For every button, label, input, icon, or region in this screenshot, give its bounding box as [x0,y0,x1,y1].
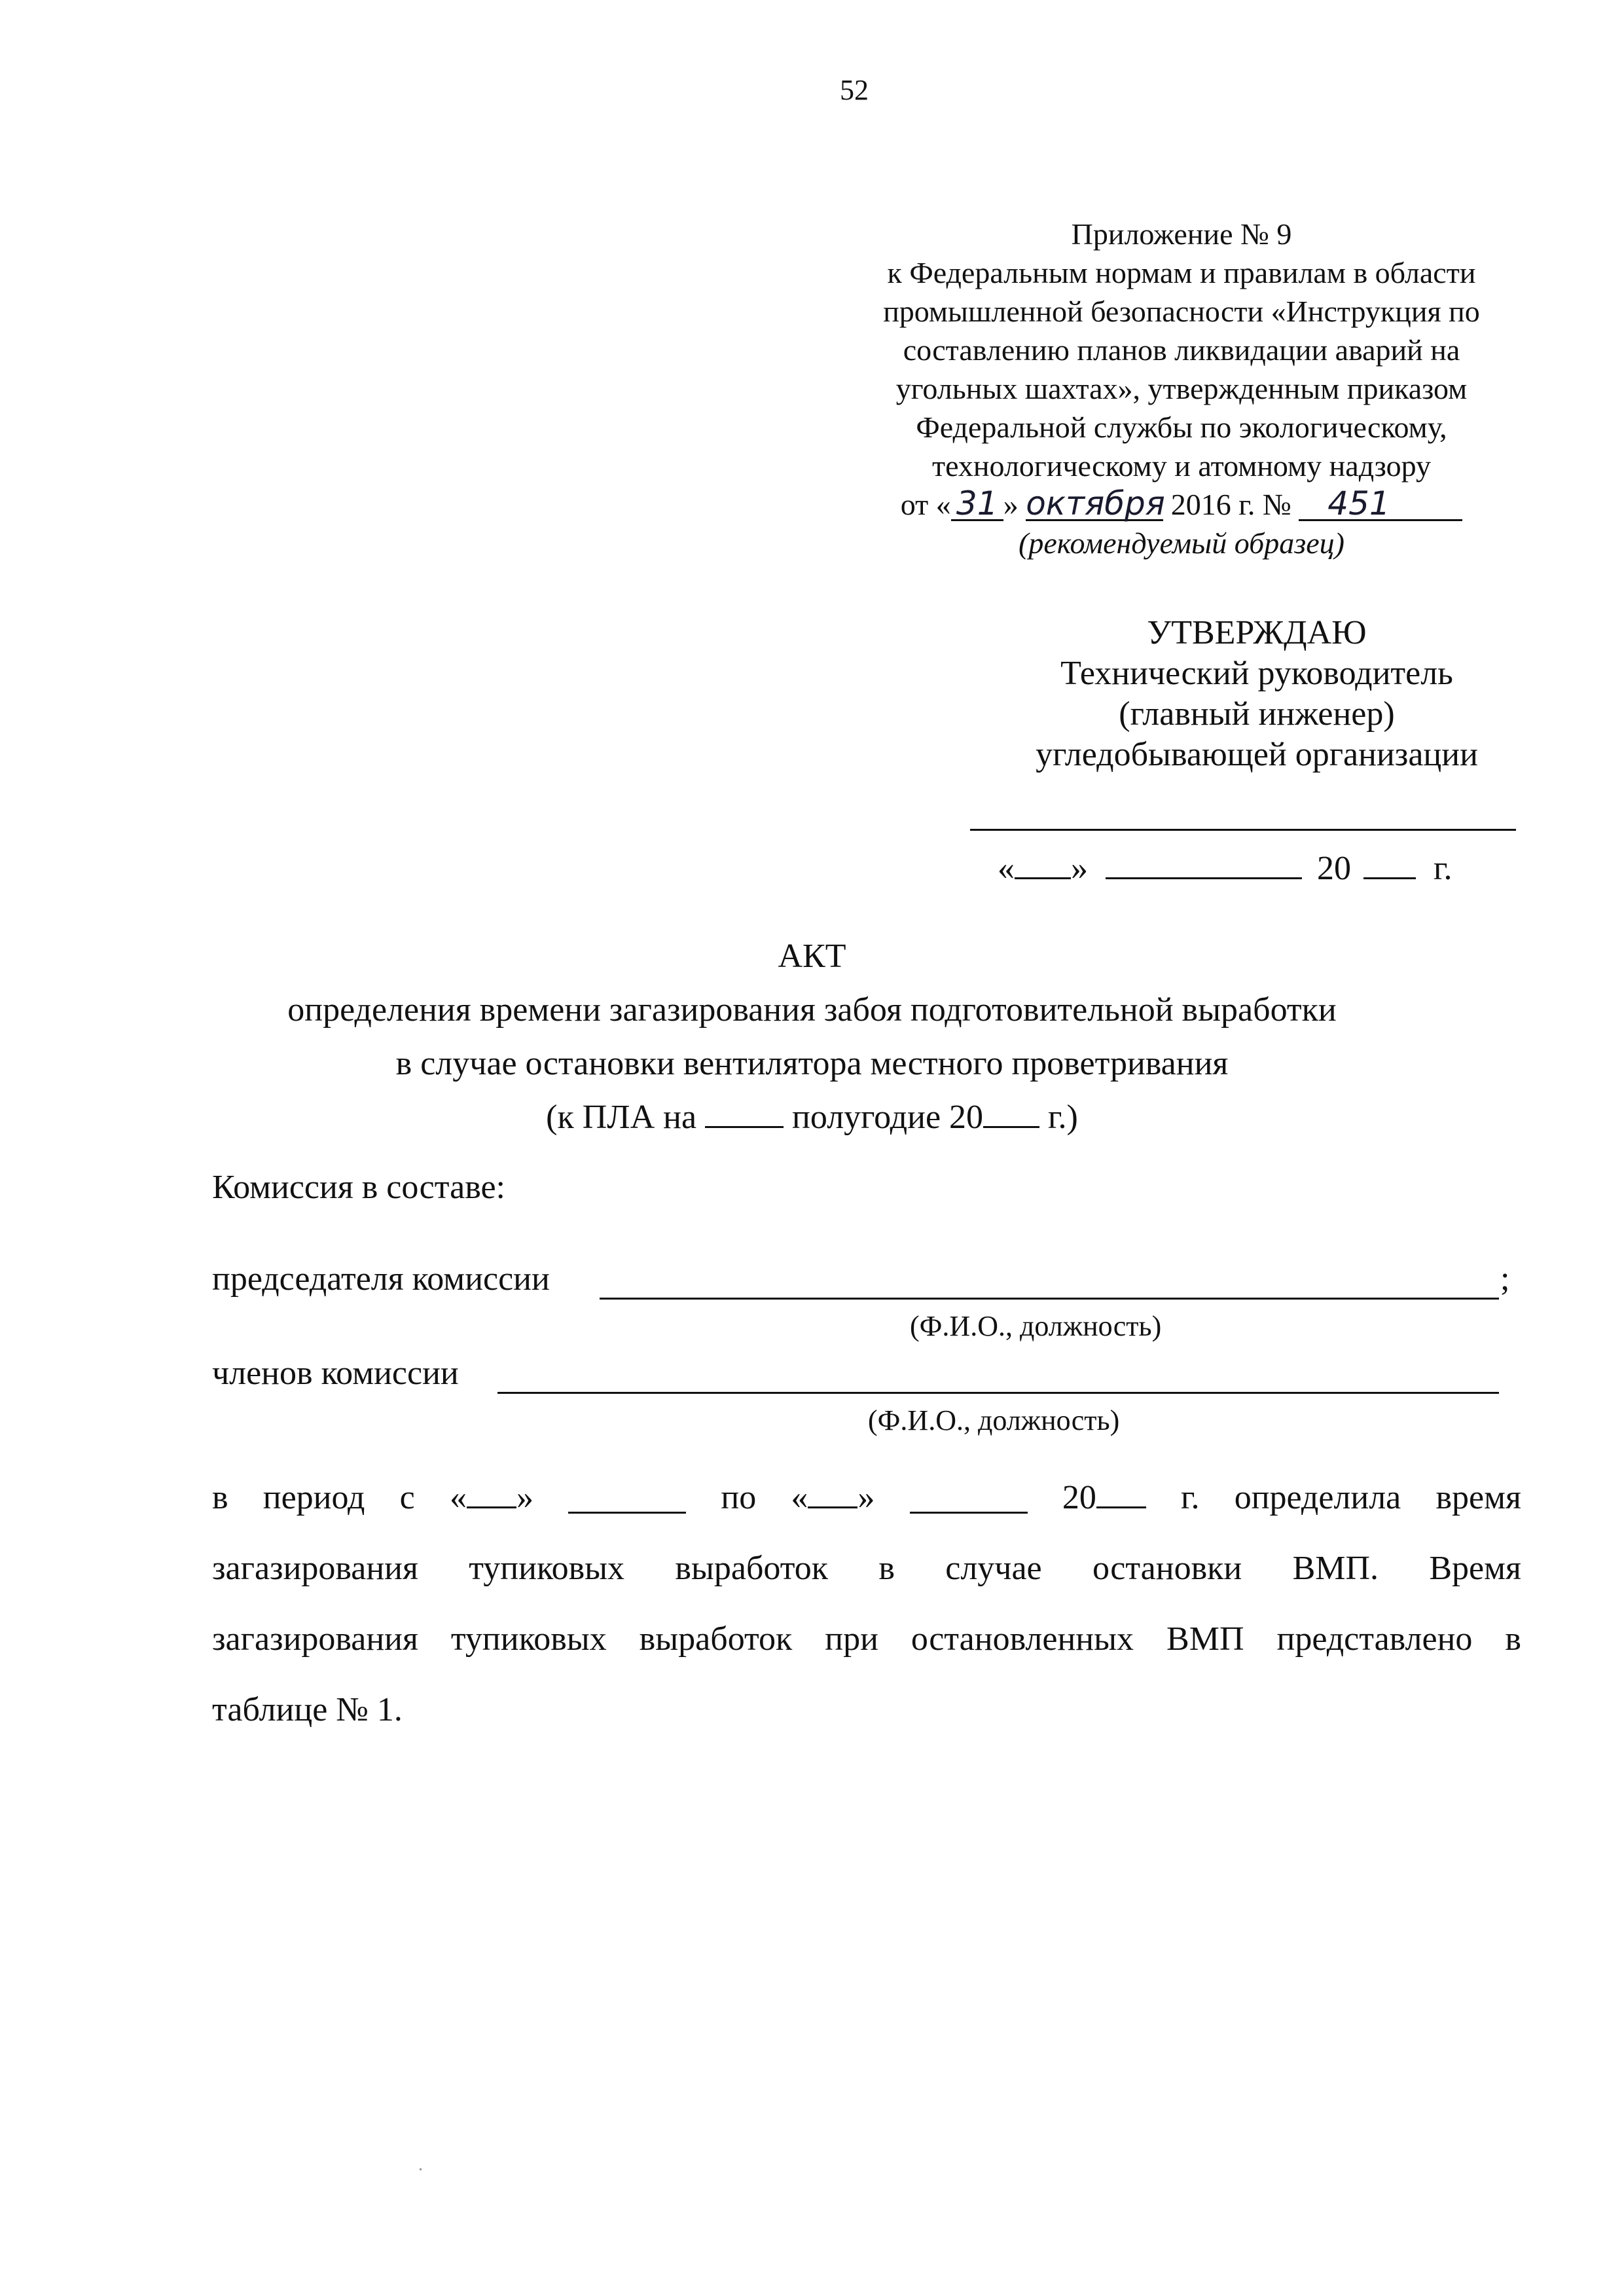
approval-year-suffix: г. [1434,850,1453,887]
word: ВМП [1166,1620,1244,1658]
appendix-line: технологическому и атомному надзору [932,449,1431,483]
word: период [262,1479,365,1516]
period-middle: полугодие 20 [792,1099,984,1136]
order-day-handwritten: 31 [951,488,1003,521]
word: тупиковых [450,1620,607,1658]
quote-close: » [516,1479,533,1516]
date-quote-open: « [998,850,1015,887]
members-field[interactable] [497,1392,1499,1394]
word: ВМП. [1292,1550,1379,1587]
word: случае [945,1550,1042,1587]
chair-caption: (Ф.И.О., должность) [910,1310,1162,1342]
body-paragraph [212,1463,1521,1745]
appendix-line: угольных шахтах», утвержденным приказом [895,372,1468,405]
word: тупиковых [469,1550,625,1587]
word: Время [1429,1550,1521,1587]
approval-day-blank[interactable] [1015,848,1071,879]
order-month-handwritten: октября [1026,484,1165,522]
year-prefix: 20 [1062,1479,1096,1516]
approval-line: Технический руководитель [1060,655,1453,692]
approval-month-blank[interactable] [1106,848,1302,879]
word: с [399,1479,415,1516]
quote-open: « [791,1479,808,1516]
from-day-blank[interactable] [467,1478,516,1508]
half-year-blank[interactable] [705,1097,784,1128]
paragraph-line [212,1675,1521,1745]
order-number-handwritten: 451 [1299,488,1462,521]
to-date [791,1463,875,1533]
to-day-blank[interactable] [808,1478,857,1508]
to-month-blank[interactable] [910,1483,1028,1514]
act-subtitle: определения времени загазирования забоя подготовительной выработки [287,991,1337,1029]
quote-close: » [857,1479,875,1516]
appendix-line: Федеральной службы по экологическому, [916,410,1447,444]
scan-speck [420,2168,422,2170]
word: представлено [1276,1620,1473,1658]
appendix-title: Приложение № 9 [1071,217,1292,251]
act-title: АКТ [778,938,846,975]
order-year: 2016 г. № [1170,488,1291,521]
word: выработок [639,1620,793,1658]
chair-field[interactable] [600,1298,1499,1300]
paragraph-line [212,1463,1521,1533]
word: время [1435,1479,1521,1516]
members-caption: (Ф.И.О., должность) [868,1404,1120,1436]
approval-line: угледобывающей организации [1036,736,1478,773]
recommended-sample-note: (рекомендуемый образец) [1019,526,1344,560]
period-suffix: г.) [1048,1099,1078,1136]
members-label: членов комиссии [212,1355,459,1392]
page-number: 52 [840,74,869,106]
word: в [878,1550,895,1587]
appendix-line: промышленной безопасности «Инструкция по [883,295,1480,328]
quote-open: « [449,1479,467,1516]
act-title-block [0,930,1624,1144]
word: загазирования [212,1620,418,1658]
appendix-header [831,215,1532,562]
paragraph-line [212,1533,1521,1604]
date-quote-close: » [1071,850,1088,887]
word: выработок [675,1550,829,1587]
approval-line: (главный инженер) [1119,695,1395,733]
word: по [721,1479,757,1516]
word: остановки [1092,1550,1242,1587]
period-year-blank[interactable] [983,1097,1039,1128]
signature-line[interactable] [970,829,1516,831]
approval-line: УТВЕРЖДАЮ [1147,614,1367,651]
act-subtitle: в случае остановки вентилятора местного проветривания [395,1045,1229,1082]
year-blank[interactable] [1096,1478,1146,1508]
appendix-line: к Федеральным нормам и правилам в области [887,256,1476,289]
act-period [0,1091,1624,1144]
order-date-close: » [1003,488,1019,521]
paragraph-line [212,1604,1521,1675]
word: загазирования [212,1550,418,1587]
word: в [1505,1620,1521,1658]
year-field [1062,1463,1146,1533]
order-date-line [831,485,1532,524]
approval-year-prefix: 20 [1317,850,1351,887]
period-prefix: (к ПЛА на [546,1099,697,1136]
commission-heading: Комиссия в составе: [212,1169,505,1206]
word: остановленных [911,1620,1134,1658]
order-date-prefix: от « [900,488,951,521]
word: при [825,1620,878,1658]
chair-field-end: ; [1500,1260,1510,1298]
from-date [450,1463,533,1533]
appendix-line: составлению планов ликвидации аварий на [903,333,1460,367]
word: в [212,1479,228,1516]
approval-block [962,613,1551,775]
chair-label: председателя комиссии [212,1260,550,1298]
approval-date-row [998,848,1452,888]
approval-year-blank[interactable] [1363,848,1416,879]
table-reference: таблице № 1. [212,1691,403,1728]
from-month-blank[interactable] [568,1483,686,1514]
word: г. [1181,1479,1200,1516]
word: определила [1234,1479,1401,1516]
